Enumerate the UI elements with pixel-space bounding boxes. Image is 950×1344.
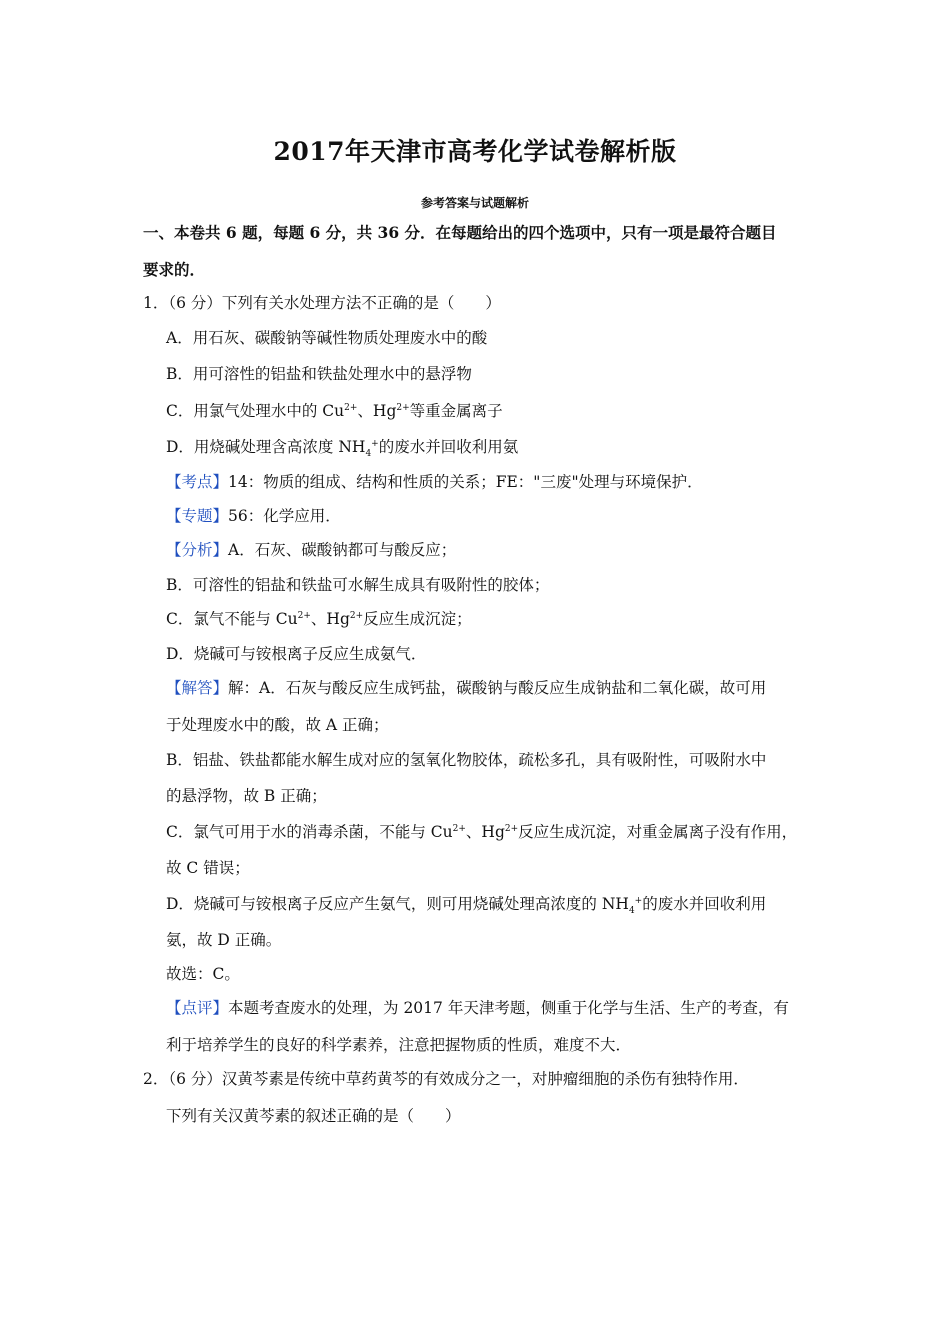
kaodian-text: 14：物质的组成、结构和性质的关系；FE："三废"处理与环境保护．: [228, 473, 703, 491]
jieda-c1-text: C．氯气可用于水的消毒杀菌，不能与 Cu: [166, 823, 453, 841]
option-c-text: 等重金属离子: [409, 402, 503, 420]
question-2-stem-1: 2．（6 分）汉黄芩素是传统中草药黄芩的有效成分之一，对肿瘤细胞的杀伤有独特作用．: [143, 1070, 749, 1088]
kaodian-tag: 【考点】: [166, 473, 229, 491]
jieda-d1-text: D．烧碱可与铵根离子反应产生氨气，则可用烧碱处理高浓度的 NH: [166, 895, 629, 913]
jieda-line-1: [166, 677, 766, 699]
question-1-option-a: A．用石灰、碳酸钠等碱性物质处理废水中的酸: [166, 329, 488, 347]
zhuanti-tag: 【专题】: [166, 507, 229, 525]
jieda-c1-text: 、Hg: [465, 823, 505, 841]
subscript: 4: [628, 906, 635, 917]
jieda-d2: 氨，故 D 正确。: [166, 931, 282, 949]
jieda-a1: 解：A．石灰与酸反应生成钙盐，碳酸钠与酸反应生成钠盐和二氧化碳，故可用: [228, 679, 767, 697]
section-heading-line-1: 一、本卷共 6 题，每题 6 分，共 36 分．在每题给出的四个选项中，只有一项是最符合题目: [143, 223, 777, 242]
jieda-d1: [166, 893, 766, 915]
dianping-line-1: [166, 997, 789, 1019]
choice-line: 故选：C。: [166, 965, 240, 983]
option-c-text: 、Hg: [357, 402, 397, 420]
section-heading-line-2: 要求的．: [143, 260, 206, 279]
charge-superscript: 2+: [349, 610, 364, 621]
fenxi-a: A．石灰、碳酸钠都可与酸反应；: [228, 541, 457, 559]
fenxi-c-text: 、Hg: [310, 610, 350, 628]
jieda-c2: 故 C 错误；: [166, 859, 250, 877]
jieda-a2: 于处理废水中的酸，故 A 正确；: [166, 716, 389, 734]
fenxi-b: B．可溶性的铝盐和铁盐可水解生成具有吸附性的胶体；: [166, 576, 550, 594]
jieda-b2: 的悬浮物，故 B 正确；: [166, 787, 327, 805]
jieda-b1: B．铝盐、铁盐都能水解生成对应的氢氧化物胶体，疏松多孔，具有吸附性，可吸附水中: [166, 751, 767, 769]
fenxi-line: [166, 539, 456, 561]
option-c-text: C．用氯气处理水中的 Cu: [166, 402, 345, 420]
dianping-tag: 【点评】: [166, 999, 229, 1017]
charge-superscript: 2+: [396, 402, 410, 413]
jieda-c1-text: 反应生成沉淀，对重金属离子没有作用，: [518, 823, 798, 841]
charge-superscript: 2+: [504, 823, 519, 834]
charge-superscript: +: [371, 438, 379, 449]
fenxi-tag: 【分析】: [166, 541, 229, 559]
question-1-option-b: B．用可溶性的铝盐和铁盐处理水中的悬浮物: [166, 365, 472, 383]
subscript: 4: [365, 449, 372, 460]
dianping-1: 本题考查废水的处理，为 2017 年天津考题，侧重于化学与生活、生产的考查，有: [228, 999, 789, 1017]
question-1-option-c: [166, 400, 503, 422]
option-d-text: D．用烧碱处理含高浓度 NH: [166, 438, 366, 456]
dianping-2: 利于培养学生的良好的科学素养，注意把握物质的性质，难度不大．: [166, 1036, 632, 1054]
page-title: 2017年天津市高考化学试卷解析版: [273, 137, 677, 166]
jieda-tag: 【解答】: [166, 679, 229, 697]
charge-superscript: 2+: [452, 823, 466, 834]
jieda-c1: [166, 821, 797, 843]
question-2-stem-2: 下列有关汉黄芩素的叙述正确的是（ ）: [166, 1107, 461, 1125]
fenxi-c-text: 反应生成沉淀；: [363, 610, 472, 628]
question-1-option-d: [166, 436, 518, 458]
kaodian-line: [166, 471, 703, 493]
fenxi-c-text: C．氯气不能与 Cu: [166, 610, 298, 628]
charge-superscript: 2+: [344, 402, 358, 413]
charge-superscript: 2+: [297, 610, 311, 621]
zhuanti-line: [166, 505, 341, 527]
option-d-text: 的废水并回收利用氨: [378, 438, 519, 456]
fenxi-d: D．烧碱可与铵根离子反应生成氨气．: [166, 645, 427, 663]
zhuanti-text: 56：化学应用．: [228, 507, 341, 525]
jieda-d1-text: 的废水并回收利用: [642, 895, 767, 913]
fenxi-c: [166, 608, 472, 630]
charge-superscript: +: [634, 895, 643, 906]
question-1-stem: 1．（6 分）下列有关水处理方法不正确的是（ ）: [143, 294, 501, 312]
page-subtitle: 参考答案与试题解析: [420, 196, 529, 210]
